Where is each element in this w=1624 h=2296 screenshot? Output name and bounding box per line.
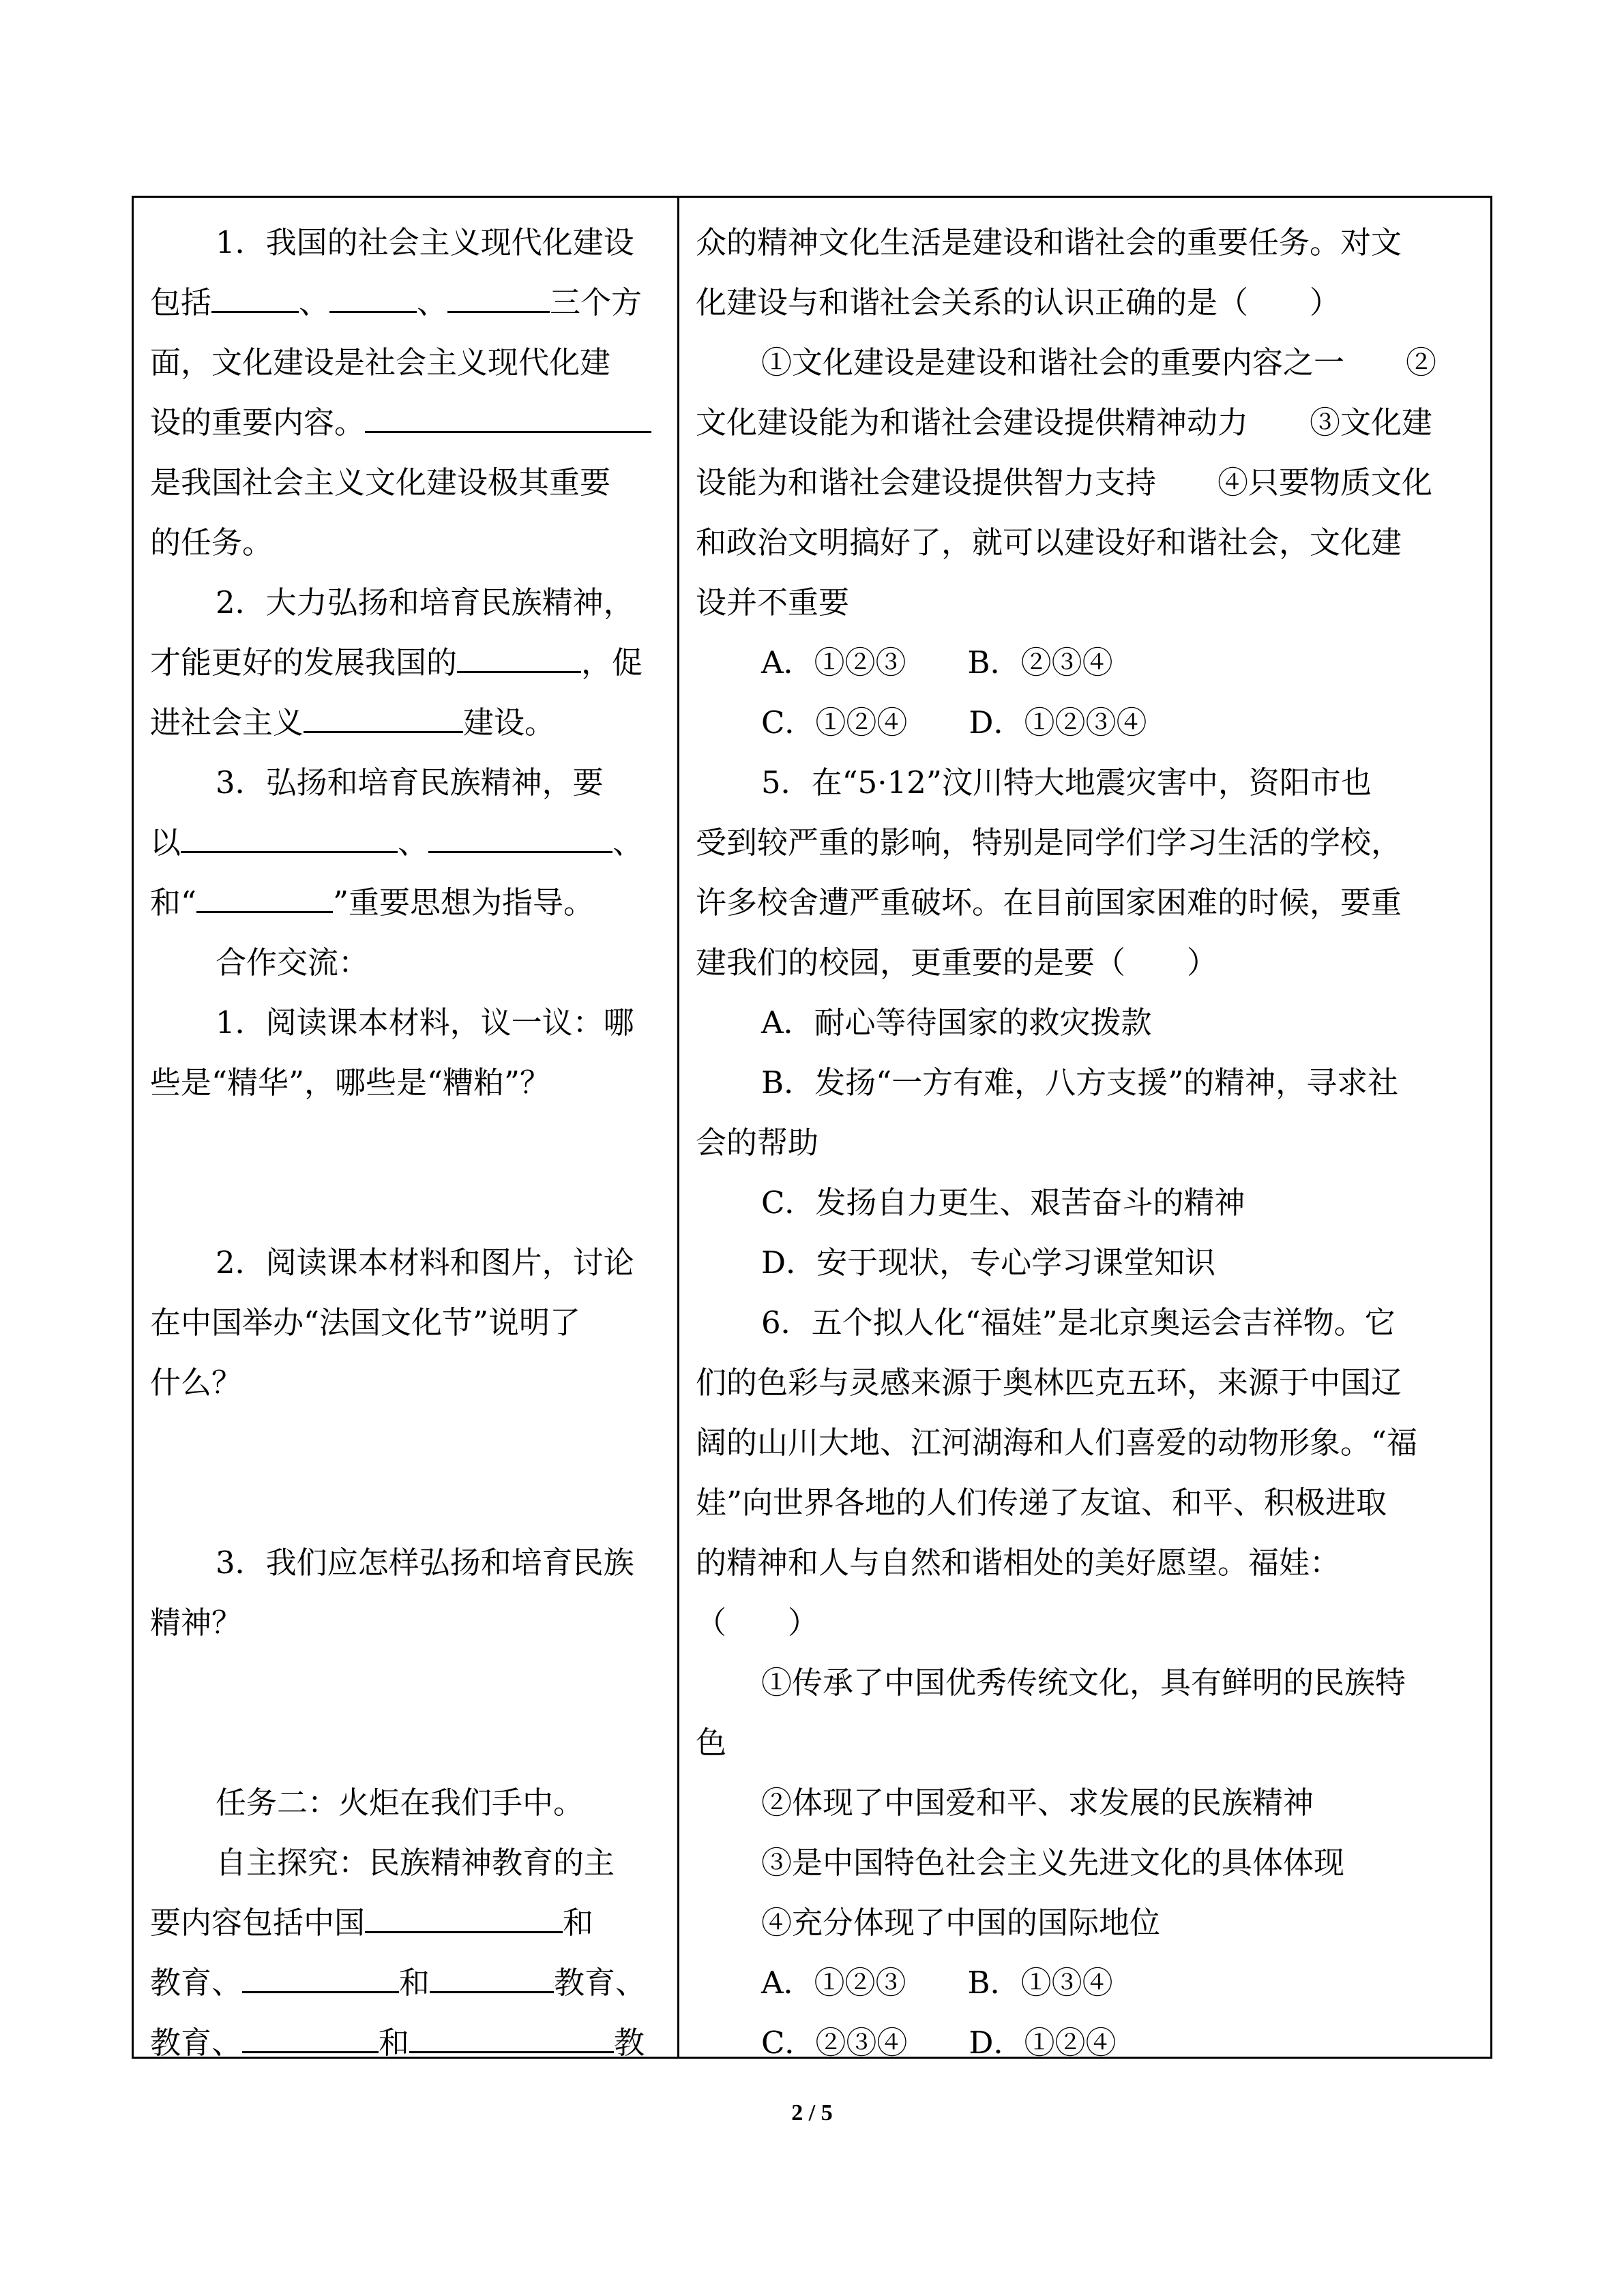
answer-option: 会的帮助 bbox=[696, 1124, 819, 1161]
fill-blank[interactable] bbox=[430, 1960, 554, 1993]
fill-blank[interactable] bbox=[196, 880, 333, 913]
section-title: 合作交流： bbox=[216, 944, 370, 981]
text-line: 才能更好的发展我国的 ，促 bbox=[150, 633, 664, 693]
fill-blank[interactable] bbox=[329, 280, 417, 313]
left-column bbox=[134, 198, 679, 2057]
section-title: 任务二：火炬在我们手中。 bbox=[216, 1785, 585, 1821]
fill-blank[interactable] bbox=[365, 1900, 563, 1933]
text-line: 许多校舍遭严重破坏。在目前国家困难的时候，要重 bbox=[696, 884, 1402, 921]
text-line: ①文化建设是建设和谐社会的重要内容之一 ② bbox=[761, 344, 1437, 381]
text-line: 是我国社会主义文化建设极其重要 bbox=[150, 464, 611, 501]
text-line: 2．阅读课本材料和图片，讨论 bbox=[216, 1244, 634, 1281]
text-line: 2．大力弘扬和培育民族精神， bbox=[216, 584, 634, 621]
statement: ①传承了中国优秀传统文化，具有鲜明的民族特 bbox=[761, 1665, 1406, 1701]
text-line: 1．阅读课本材料，议一议：哪 bbox=[216, 1004, 634, 1041]
answer-option: B．发扬“一方有难，八方支援”的精神，寻求社 bbox=[761, 1064, 1399, 1101]
text-line: 些是“精华”，哪些是“糟粕”？ bbox=[150, 1064, 551, 1101]
text-line: 在中国举办“法国文化节”说明了 bbox=[150, 1304, 581, 1341]
text-line: 什么？ bbox=[150, 1365, 243, 1401]
text-line: 和政治文明搞好了，就可以建设好和谐社会，文化建 bbox=[696, 524, 1402, 561]
text-line: 建我们的校园，更重要的是要（ ） bbox=[696, 944, 1218, 981]
fill-blank[interactable] bbox=[457, 640, 581, 673]
text-line: 的精神和人与自然和谐相处的美好愿望。福娃： bbox=[696, 1545, 1341, 1581]
text-line: 众的精神文化生活是建设和谐社会的重要任务。对文 bbox=[696, 224, 1402, 260]
answer-options: A．①②③ B．②③④ bbox=[761, 644, 1113, 681]
answer-option: C．发扬自力更生、艰苦奋斗的精神 bbox=[761, 1184, 1245, 1221]
text-line: 设的重要内容。 bbox=[150, 393, 664, 453]
text-line: 1．我国的社会主义现代化建设 bbox=[216, 224, 634, 260]
text-line: 文化建设能为和谐社会建设提供精神动力 ③文化建 bbox=[696, 404, 1433, 441]
fill-blank[interactable] bbox=[447, 280, 550, 313]
text-line: 阔的山川大地、江河湖海和人们喜爱的动物形象。“福 bbox=[696, 1425, 1418, 1461]
text-line: 化建设与和谐社会关系的认识正确的是（ ） bbox=[696, 284, 1341, 320]
text-line: 们的色彩与灵感来源于奥林匹克五环，来源于中国辽 bbox=[696, 1365, 1402, 1401]
page-number: 2 / 5 bbox=[791, 2100, 833, 2126]
fill-blank[interactable] bbox=[428, 820, 612, 853]
text-line: 进社会主义 建设。 bbox=[150, 693, 664, 753]
text-line: 自主探究：民族精神教育的主 bbox=[216, 1845, 615, 1881]
text-line: 娃”向世界各地的人们传递了友谊、和平、积极进取 bbox=[696, 1485, 1387, 1521]
fill-blank[interactable] bbox=[365, 400, 651, 433]
text-line: 3．我们应怎样弘扬和培育民族 bbox=[216, 1545, 634, 1581]
answer-option: D．安于现状，专心学习课堂知识 bbox=[761, 1244, 1216, 1281]
statement: ④充分体现了中国的国际地位 bbox=[761, 1905, 1161, 1941]
text-line: 设并不重要 bbox=[696, 584, 850, 621]
statement: ②体现了中国爱和平、求发展的民族精神 bbox=[761, 1785, 1314, 1821]
text-line: 要内容包括中国 和 bbox=[150, 1893, 664, 1953]
worksheet-table bbox=[132, 196, 1492, 2059]
text-line: 5．在“5·12”汶川特大地震灾害中，资阳市也 bbox=[761, 764, 1372, 801]
text-line: 面，文化建设是社会主义现代化建 bbox=[150, 344, 611, 381]
text-line: （ ） bbox=[696, 1605, 819, 1641]
text-line: 包括 、 、 三个方 bbox=[150, 273, 664, 333]
text-line: 教育、 和 教 bbox=[150, 2013, 664, 2057]
text-line: 和“ ”重要思想为指导。 bbox=[150, 873, 664, 933]
fill-blank[interactable] bbox=[409, 2020, 614, 2053]
fill-blank[interactable] bbox=[211, 280, 299, 313]
answer-option: A．耐心等待国家的救灾拨款 bbox=[761, 1004, 1152, 1041]
answer-options: C．①②④ D．①②③④ bbox=[761, 704, 1147, 741]
text-line: 以 、 、 bbox=[150, 813, 664, 873]
fill-blank[interactable] bbox=[242, 2020, 379, 2053]
answer-options: C．②③④ D．①②④ bbox=[761, 2025, 1117, 2057]
text-line: 精神？ bbox=[150, 1605, 243, 1641]
fill-blank[interactable] bbox=[181, 820, 398, 853]
text-line: 教育、 和 教育、 bbox=[150, 1953, 664, 2013]
statement: 色 bbox=[696, 1725, 727, 1761]
text-line: 的任务。 bbox=[150, 524, 274, 561]
answer-options: A．①②③ B．①③④ bbox=[761, 1965, 1113, 2001]
right-column bbox=[679, 198, 1490, 2057]
text-line: 3．弘扬和培育民族精神，要 bbox=[216, 764, 604, 801]
fill-blank[interactable] bbox=[242, 1960, 399, 1993]
statement: ③是中国特色社会主义先进文化的具体体现 bbox=[761, 1845, 1345, 1881]
text-line: 6．五个拟人化“福娃”是北京奥运会吉祥物。它 bbox=[761, 1304, 1396, 1341]
text-line: 受到较严重的影响，特别是同学们学习生活的学校， bbox=[696, 824, 1402, 861]
fill-blank[interactable] bbox=[304, 700, 463, 733]
text-line: 设能为和谐社会建设提供智力支持 ④只要物质文化 bbox=[696, 464, 1433, 501]
